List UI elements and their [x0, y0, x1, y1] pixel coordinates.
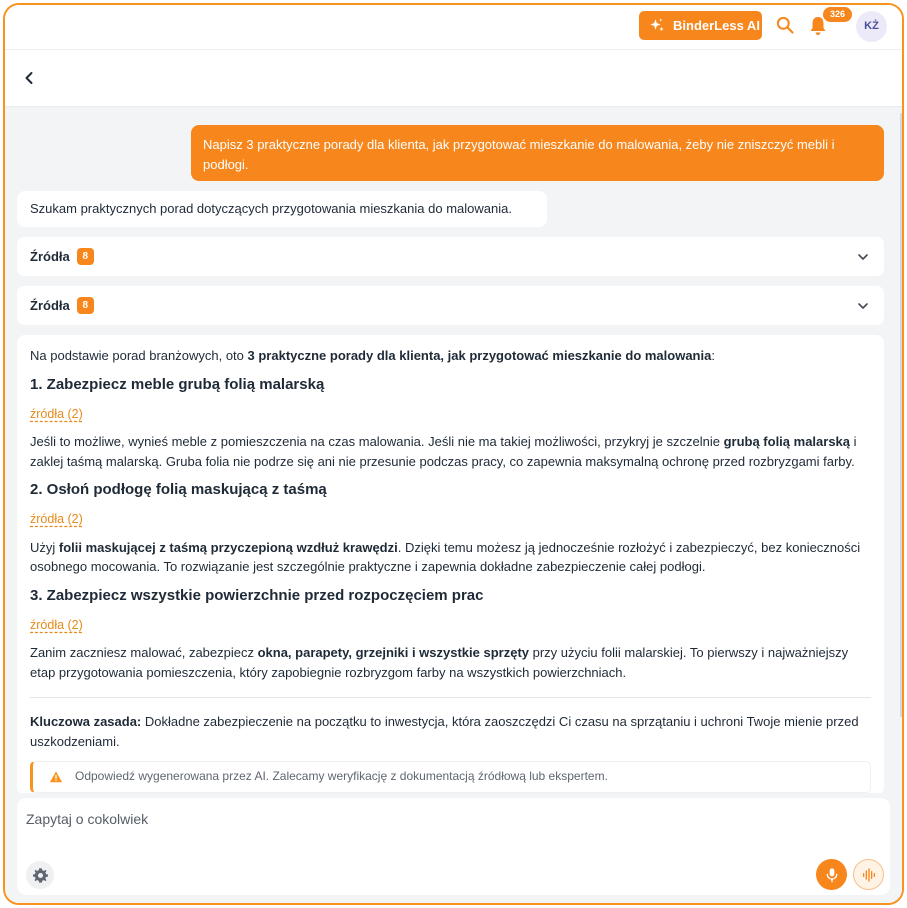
tip-text: Zanim zaczniesz malować, zabezpiecz — [30, 645, 258, 660]
tip-bold-text: folii maskującej z taśmą przyczepioną wzdłuż krawędzi — [58, 539, 398, 555]
sources-accordion[interactable] — [17, 286, 884, 325]
sources-count-badge: 8 — [77, 297, 94, 314]
gear-icon — [32, 867, 49, 884]
tip-sources-link[interactable]: źródła (2) — [30, 617, 83, 632]
chevron-down-icon — [856, 250, 870, 264]
tip-text: . Dzięki temu możesz ją jednocześnie rozłożyć i zabezpieczyć, bez konieczności osobnego mocowania. To rozwiązanie jest szczególnie praktyczne i zapewnia dokładne zabezpieczenie całej podłogi. — [30, 539, 861, 574]
sources-count-badge: 8 — [77, 248, 94, 265]
tip-bold-text: okna, parapety, grzejniki i wszystkie sprzęty — [257, 645, 530, 660]
intro-bold-text: 3 praktyczne porady dla klienta, jak przygotować mieszkanie do malowania — [247, 348, 712, 363]
composer-area — [5, 793, 902, 903]
key-rule — [30, 712, 871, 751]
tip-body — [30, 432, 871, 471]
app-window — [3, 3, 904, 905]
disclaimer-text: Odpowiedź wygenerowana przez AI. Zalecamy weryfikację z dokumentacją źródłową lub ekspertem. — [75, 769, 608, 784]
sources-accordion[interactable] — [17, 237, 884, 276]
warning-icon — [49, 770, 63, 784]
key-rule-text: Dokładne zabezpieczenie na początku to inwestycja, która zaoszczędzi Ci czasu na sprzątaniu i uchroni Twoje mienie przed uszkodzeniami. — [30, 714, 859, 749]
tip-body — [30, 643, 871, 682]
chat-area — [5, 107, 902, 793]
tip-title: 1. Zabezpiecz meble grubą folią malarską — [30, 375, 325, 393]
tip-title: 2. Osłoń podłogę folią maskującą z taśmą — [30, 481, 327, 498]
chevron-down-icon — [856, 299, 870, 313]
tip-sources-link[interactable]: źródła (2) — [30, 406, 83, 421]
microphone-icon — [824, 867, 840, 883]
sources-label: Źródła — [30, 249, 70, 264]
tip-text: Jeśli to możliwe, wynieś meble z pomieszczenia na czas malowania. Jeśli nie ma takiej możliwości, przykryj je szczelnie — [30, 434, 724, 449]
avatar[interactable]: KŻ — [856, 11, 887, 42]
intro-suffix: : — [711, 348, 715, 363]
ai-answer — [17, 335, 884, 793]
ai-status-message: Szukam praktycznych porad dotyczących przygotowania mieszkania do malowania. — [17, 191, 547, 227]
tip-text: przy użyciu folii malarskiej. To pierwszy i najważniejszy etap przygotowania pomieszczenia, który zapobiegnie rozbryzgom farby na wszystkich powierzchniach. — [30, 645, 849, 680]
tip-sources-link[interactable]: źródła (2) — [30, 512, 83, 526]
ai-disclaimer — [30, 761, 871, 793]
tip-text: Użyj — [30, 539, 59, 555]
tip-title: 3. Zabezpiecz wszystkie powierzchnie przed rozpoczęciem prac — [30, 586, 484, 604]
chat-input[interactable] — [26, 806, 846, 832]
notification-badge: 326 — [823, 7, 852, 22]
microphone-button[interactable] — [816, 859, 847, 890]
tip-bold-text: grubą folią malarską — [723, 434, 851, 449]
answer-intro — [30, 346, 871, 366]
top-bar — [5, 5, 902, 50]
intro-text: Na podstawie porad branżowych, oto — [30, 348, 248, 363]
chat-scrollbar[interactable] — [900, 113, 903, 717]
waveform-icon — [861, 867, 877, 883]
divider — [30, 697, 871, 698]
tip-body — [30, 538, 871, 577]
back-chevron-icon[interactable] — [21, 70, 37, 86]
composer — [17, 798, 890, 895]
key-rule-label: Kluczowa zasada: — [30, 714, 142, 729]
user-message: Napisz 3 praktyczne porady dla klienta, jak przygotować mieszkanie do malowania, żeby nie zniszczyć mebli i podłogi. — [191, 125, 884, 181]
settings-button[interactable] — [26, 861, 54, 889]
sub-header — [5, 50, 902, 107]
voice-mode-button[interactable] — [853, 859, 884, 890]
search-icon[interactable] — [775, 15, 795, 35]
sources-label: Źródła — [30, 298, 70, 313]
binderless-ai-button[interactable] — [639, 11, 762, 40]
brand-button-label: BinderLess AI — [673, 18, 760, 33]
sparkle-icon — [648, 17, 666, 35]
tip-text: i zaklej taśmą malarską. Gruba folia nie podrze się ani nie przesunie podczas pracy, co zapewnia maksymalną ochronę przed rozbryzgami farby. — [30, 434, 857, 469]
